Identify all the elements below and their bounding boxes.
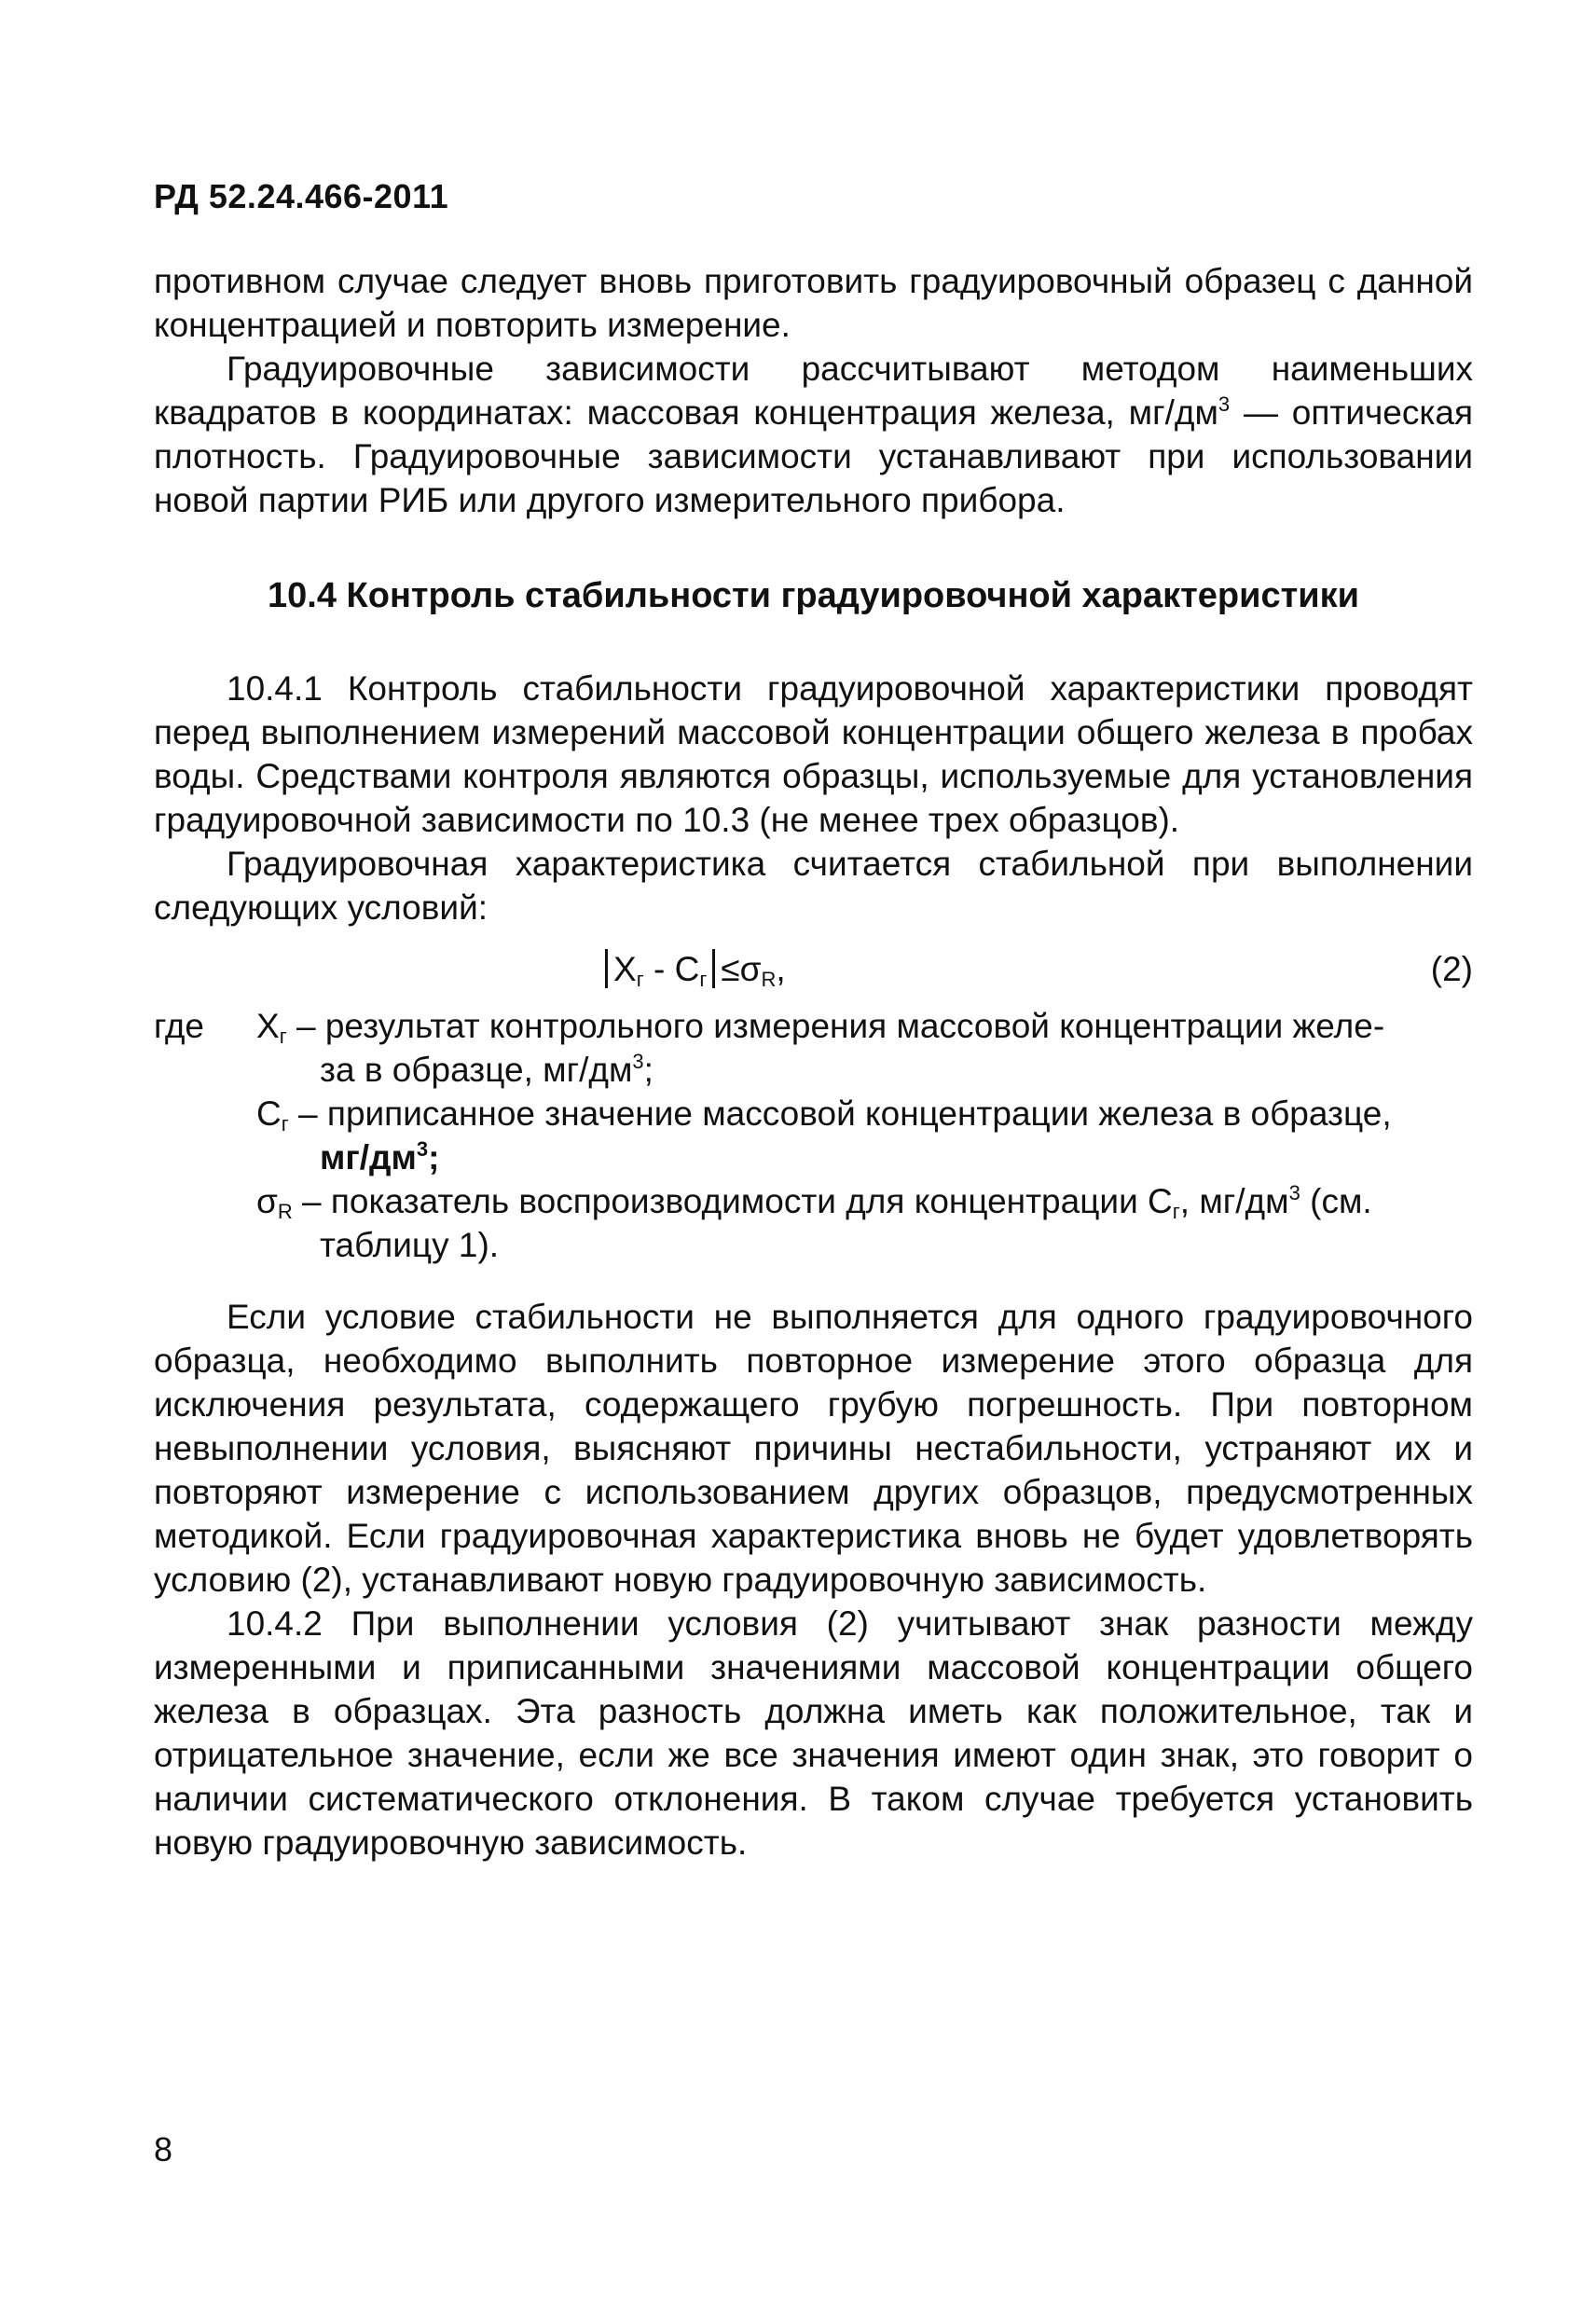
definition-c-continuation <box>154 1135 1473 1179</box>
abs-bar-right <box>712 949 715 988</box>
symbol-c-sub: г <box>281 1112 289 1135</box>
paragraph-instability: Если условие стабильности не выполняется для одного градуировочного образца, необходимо выполнить повторное измерение этого образца для исключения результата, содержащего грубую погрешность. При повторном невыполнении условия, выясняют причины нестабильности, устраняют их и повторяют измерение с использованием других образцов, предусмотренных методикой. Если градуировочная характеристика вновь не будет удовлетворять условию (2), устанавливают новую градуировочную зависимость. <box>154 1298 1473 1599</box>
formula-x-sub: г <box>636 968 644 991</box>
superscript: 3 <box>632 1050 644 1073</box>
formula-x: X <box>613 950 637 988</box>
paragraph-text-a: Градуировочные зависимости рассчитывают методом наименьших квадратов в координатах: массовая концентрация железа, мг/дм <box>154 350 1473 432</box>
abs-bar-left <box>605 949 608 988</box>
formula-comma: , <box>776 950 786 988</box>
symbol-x: X <box>256 1007 280 1045</box>
formula-2 <box>154 943 1473 997</box>
definition-c <box>154 1092 1473 1135</box>
symbol-sigma: σ <box>256 1182 278 1220</box>
definition-sigma-cont: таблицу 1). <box>320 1226 500 1264</box>
definition-x-text: – результат контрольного измерения массовой концентрации желе- <box>286 1007 1385 1045</box>
definition-x-cont: за в образце, мг/дм <box>320 1051 633 1089</box>
semicolon: ; <box>643 1051 654 1089</box>
formula-c-sub: г <box>699 968 708 991</box>
section-heading: 10.4 Контроль стабильности градуировочной характеристики <box>268 576 1359 615</box>
definition-c-text: – приписанное значение массовой концентрации железа в образце, <box>288 1094 1392 1133</box>
document-code: РД 52.24.466-2011 <box>154 177 449 215</box>
symbol-c: C <box>256 1094 282 1133</box>
formula-expression <box>599 943 786 997</box>
document-page <box>154 177 1473 1865</box>
definition-c-cont: мг/дм <box>320 1138 417 1177</box>
semicolon: ; <box>428 1138 440 1177</box>
definition-sigma-text-a: – показатель воспроизводимости для концентрации C <box>292 1182 1173 1220</box>
paragraph-text-b: — оптическая плотность. Градуировочные зависимости устанавливают при использовании новой партии РИБ или другого измерительного прибора. <box>154 393 1473 519</box>
definitions-list <box>154 1004 1473 1267</box>
formula-c: C <box>674 950 700 988</box>
formula-le-sigma: ≤σ <box>721 950 762 988</box>
paragraph-10-4-2: 10.4.2 При выполнении условия (2) учитывают знак разности между измеренными и приписанными значениями массовой концентрации общего железа в образцах. Эта разность должна иметь как положительное, так и отрицательное значение, если же все значения имеют один знак, это говорит о наличии систематического отклонения. В таком случае требуется установить новую градуировочную зависимость. <box>154 1604 1473 1862</box>
formula-number: (2) <box>1430 950 1473 988</box>
superscript: 3 <box>1288 1181 1300 1204</box>
symbol-sigma-sub: R <box>277 1200 293 1223</box>
superscript: 3 <box>1218 392 1231 416</box>
definition-sigma-text-b: , мг/дм <box>1179 1182 1289 1220</box>
paragraph-10-4-1: 10.4.1 Контроль стабильности градуировочной характеристики проводят перед выполнением измерений массовой концентрации общего железа в пробах воды. Средствами контроля являются образцы, используемые для установления градуировочной зависимости по 10.3 (не менее трех образцов). <box>154 669 1473 839</box>
definition-x <box>154 1004 1473 1048</box>
definition-sigma-continuation <box>154 1223 1473 1267</box>
where-label: где <box>154 1007 205 1045</box>
definition-sigma-text-c: (см. <box>1300 1182 1372 1220</box>
formula-r-sub: R <box>761 968 777 991</box>
paragraph-calibration-dependencies <box>154 347 1473 522</box>
symbol-c-sub: г <box>1172 1200 1180 1223</box>
paragraph-stability-condition: Градуировочная характеристика считается стабильной при выполнении следующих условий: <box>154 845 1473 927</box>
formula-minus: - <box>643 950 675 988</box>
superscript: 3 <box>416 1137 429 1161</box>
paragraph-continuation: противном случае следует вновь приготовить градуировочный образец с данной концентрацией и повторить измерение. <box>154 262 1473 344</box>
page-number: 8 <box>154 2130 173 2168</box>
symbol-x-sub: г <box>279 1025 287 1048</box>
definition-x-continuation <box>154 1048 1473 1092</box>
definition-sigma <box>154 1179 1473 1223</box>
definition-text <box>256 1004 1384 1048</box>
